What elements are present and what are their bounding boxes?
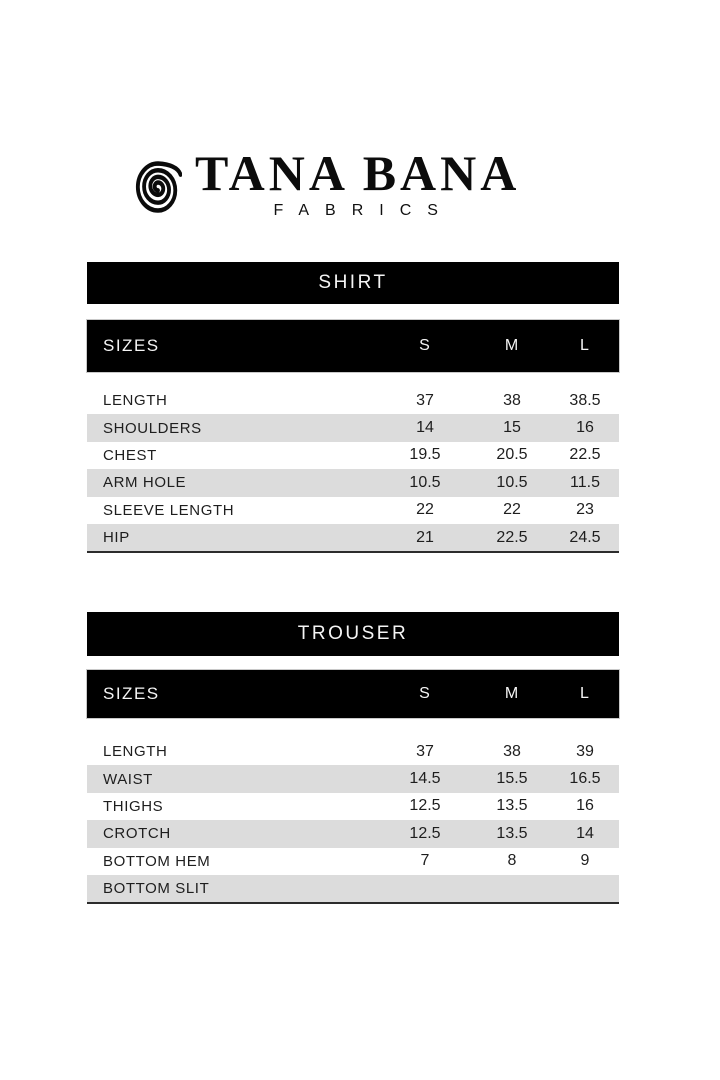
row-value-l: 16.5 (569, 770, 601, 788)
row-value-l: 22.5 (569, 446, 601, 464)
row-value-l: 16 (576, 797, 594, 815)
row-value-s: 21 (416, 528, 434, 546)
row-value-l: 16 (576, 419, 594, 437)
trouser-row-waist (87, 765, 619, 792)
row-value-m: 10.5 (496, 473, 528, 491)
row-value-m: 20.5 (496, 446, 528, 464)
trouser-table-title: TROUSER (297, 623, 409, 644)
trouser-row-thighs (87, 793, 619, 820)
row-value-s: 37 (416, 391, 434, 409)
shirt-header-size-l: L (580, 337, 590, 354)
row-value-s: 14 (416, 419, 434, 437)
row-value-l: 9 (580, 852, 590, 870)
trouser-size-table (87, 612, 619, 904)
shirt-row-sleeve-length (87, 497, 619, 524)
trouser-header-size-l: L (580, 685, 590, 702)
spiral-icon (134, 159, 182, 215)
trouser-header-size-m: M (504, 685, 520, 702)
row-value-l: 11.5 (570, 473, 600, 491)
shirt-row-hip (87, 524, 619, 551)
shirt-row-arm-hole (87, 469, 619, 496)
row-value-s: 14.5 (409, 770, 441, 788)
row-value-m: 15.5 (496, 770, 528, 788)
trouser-header-size-s: S (419, 685, 431, 702)
shirt-table-body (87, 387, 619, 553)
shirt-header-size-m: M (504, 337, 520, 354)
row-value-l: 23 (576, 501, 594, 519)
row-value-m: 8 (507, 852, 517, 870)
row-label: ARM HOLE (103, 474, 187, 492)
brand-text-block (195, 145, 521, 220)
row-value-s: 7 (420, 852, 430, 870)
trouser-table-body (87, 738, 619, 904)
row-value-m: 13.5 (496, 797, 528, 815)
shirt-table-header-row (87, 320, 619, 372)
row-value-l: 38.5 (569, 391, 601, 409)
shirt-row-length (87, 387, 619, 414)
shirt-row-chest (87, 442, 619, 469)
row-value-l: 39 (576, 742, 594, 760)
row-label: BOTTOM HEM (103, 852, 211, 870)
shirt-header-size-s: S (419, 337, 431, 354)
row-label: CROTCH (103, 825, 171, 843)
row-value-s: 22 (416, 501, 434, 519)
row-value-m: 38 (503, 391, 521, 409)
trouser-row-length (87, 738, 619, 765)
row-value-m: 38 (503, 742, 521, 760)
row-value-s: 19.5 (409, 446, 441, 464)
shirt-table-title-bar (87, 262, 619, 304)
row-label: SLEEVE LENGTH (103, 501, 235, 519)
row-value-m: 22.5 (496, 528, 528, 546)
row-value-m: 22 (503, 501, 521, 519)
row-value-s: 12.5 (409, 797, 441, 815)
trouser-row-bottom-slit (87, 875, 619, 902)
shirt-header-sizes: SIZES (103, 336, 160, 355)
shirt-size-table (87, 262, 619, 553)
row-value-m: 15 (503, 419, 521, 437)
row-value-s: 10.5 (409, 473, 441, 491)
row-value-m: 13.5 (496, 824, 528, 842)
brand-logo (134, 145, 521, 220)
shirt-row-shoulders (87, 414, 619, 441)
trouser-row-crotch (87, 820, 619, 847)
row-value-l: 14 (576, 824, 594, 842)
row-label: CHEST (103, 446, 157, 464)
row-label: HIP (103, 529, 130, 547)
trouser-header-sizes: SIZES (103, 684, 160, 703)
row-label: WAIST (103, 770, 153, 788)
row-value-l: 24.5 (569, 528, 601, 546)
trouser-table-title-bar (87, 612, 619, 656)
shirt-table-title: SHIRT (318, 272, 388, 293)
brand-subtitle: FABRICS (273, 202, 454, 219)
brand-name: TANA BANA (195, 145, 521, 201)
row-value-s: 37 (416, 742, 434, 760)
row-label: BOTTOM SLIT (103, 880, 210, 898)
row-label: THIGHS (103, 797, 164, 815)
row-label: SHOULDERS (103, 419, 202, 437)
trouser-row-bottom-hem (87, 848, 619, 875)
row-label: LENGTH (103, 743, 168, 761)
row-value-s: 12.5 (409, 824, 441, 842)
row-label: LENGTH (103, 392, 168, 410)
trouser-table-header-row (87, 670, 619, 718)
